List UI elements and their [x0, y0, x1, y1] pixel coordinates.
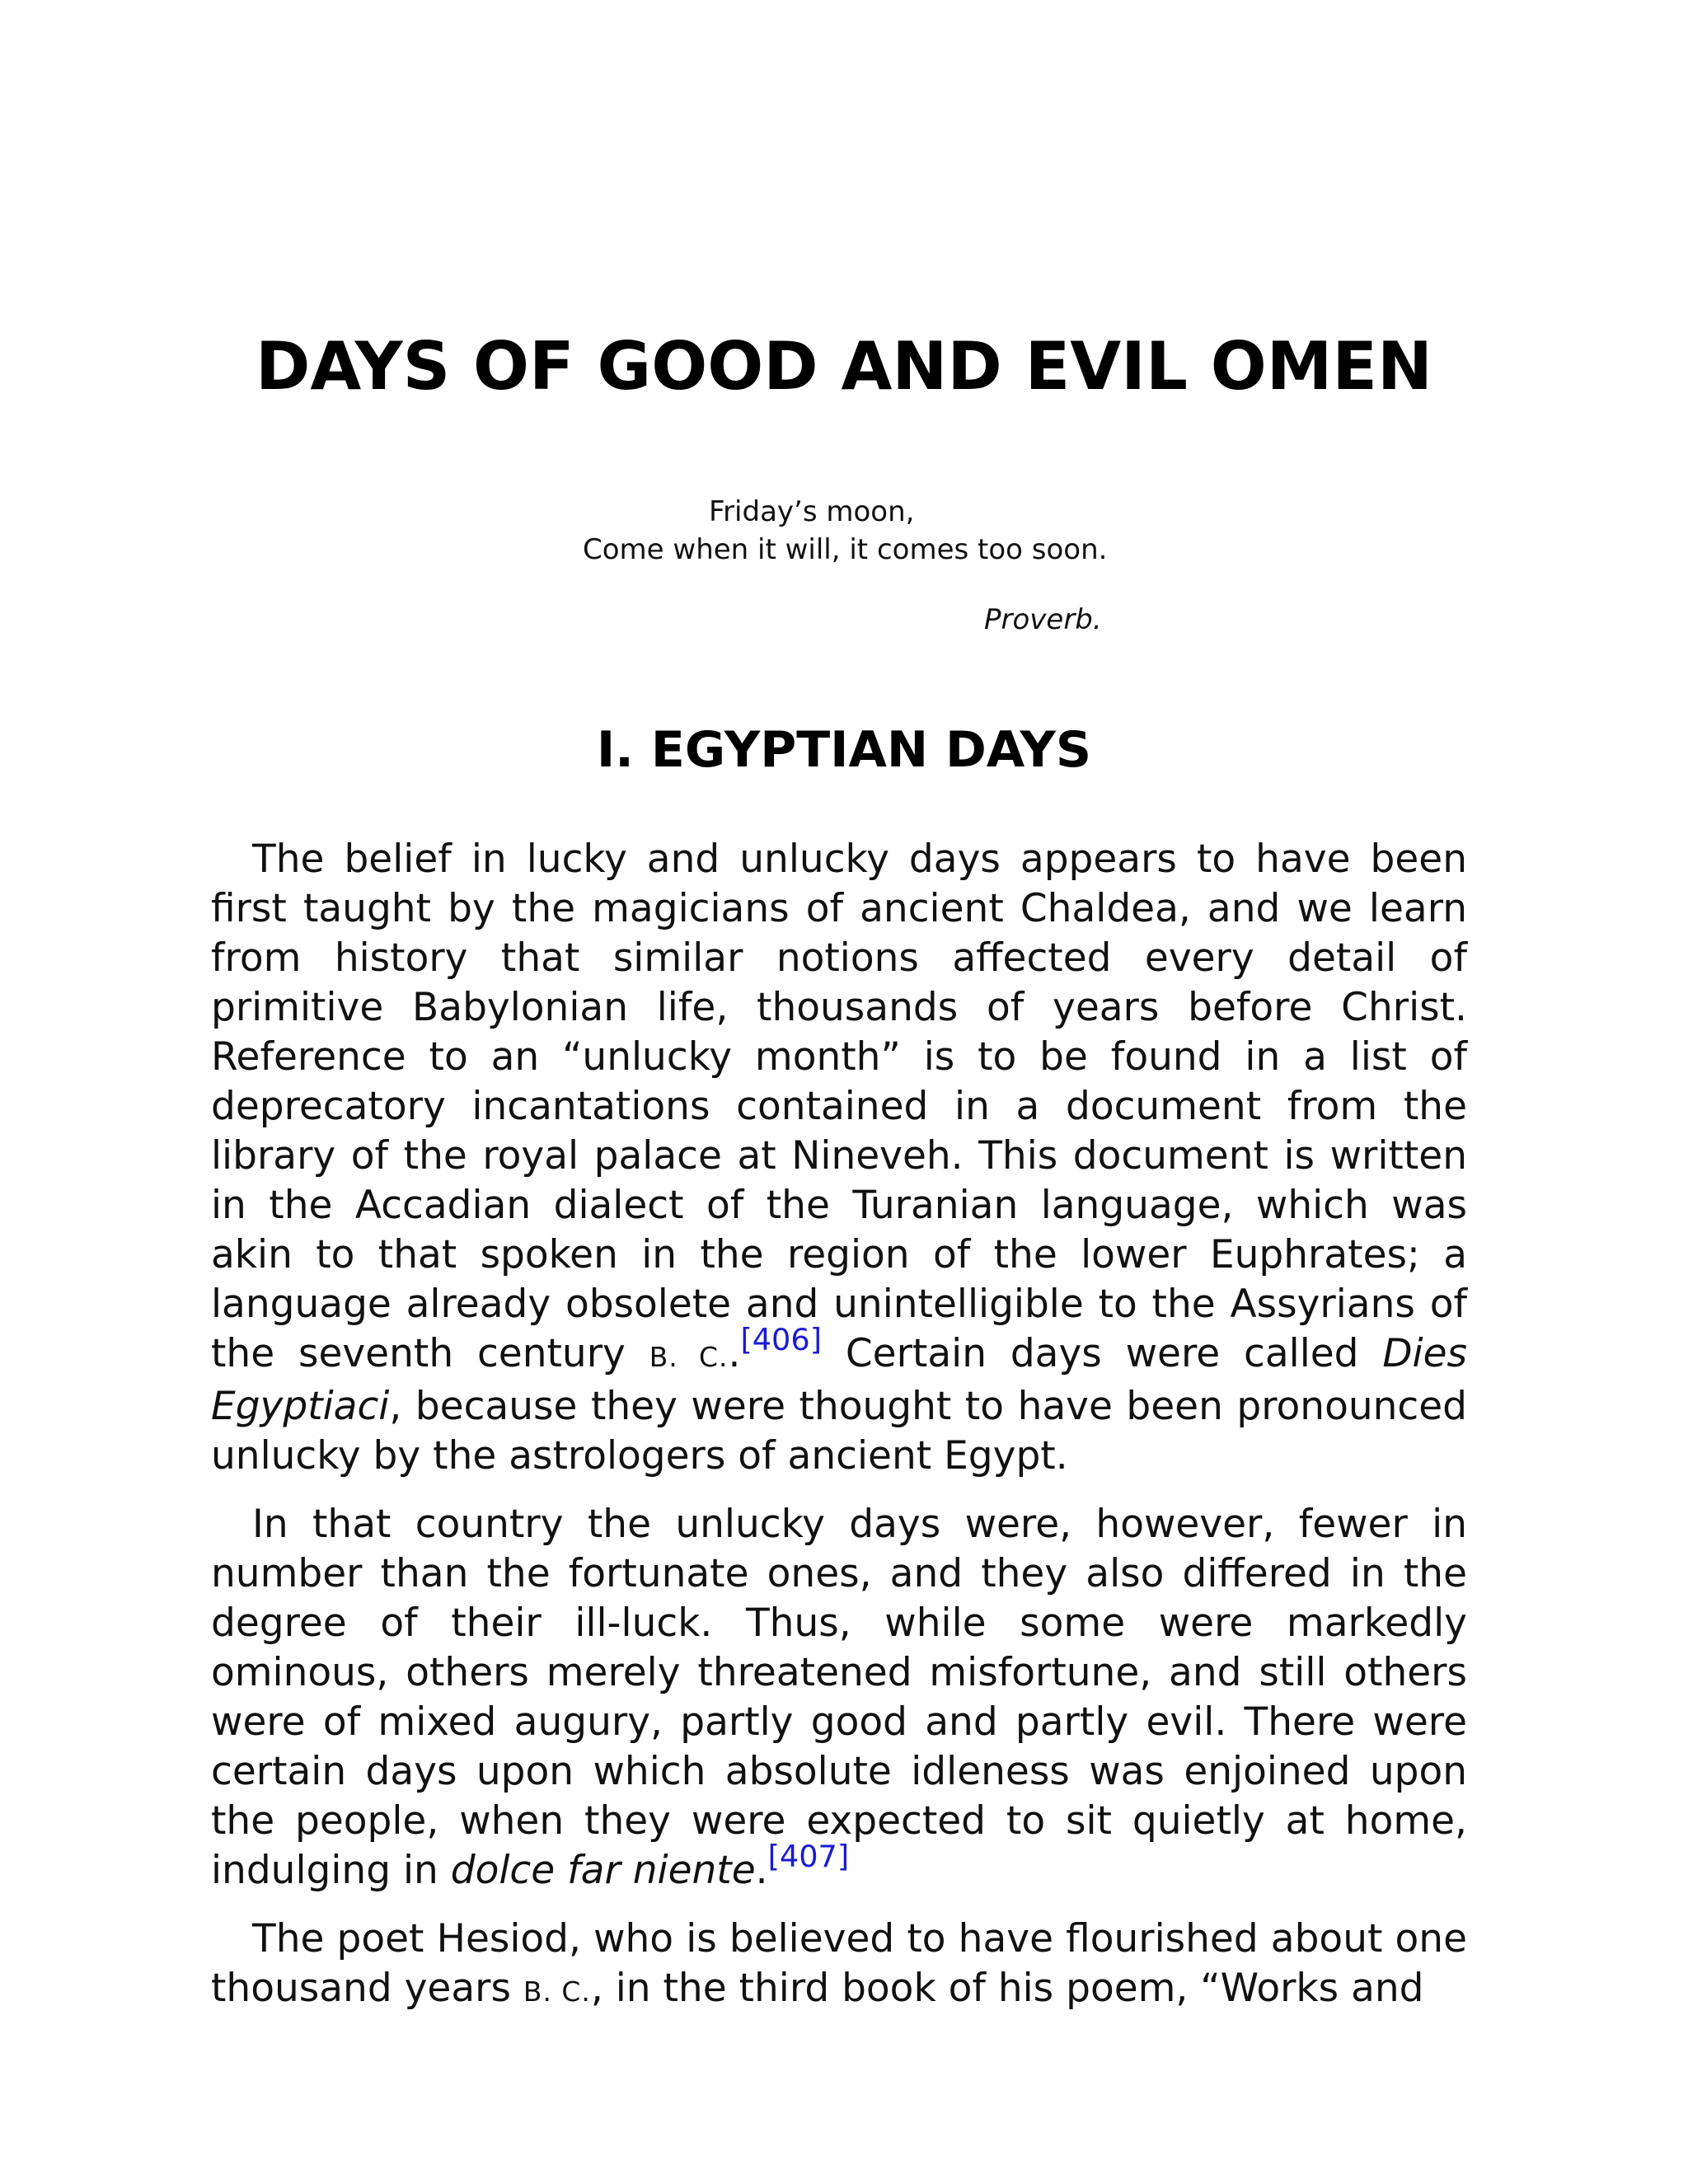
epigraph-line-1: Friday’s moon, [709, 495, 915, 528]
paragraph-3-text-a: The poet Hesiod, who is believed to have flourished about one thousand years [211, 1916, 1467, 2011]
paragraph-1-italic: Dies Egyptiaci [211, 1331, 1467, 1429]
epigraph-source: Proverb. [984, 603, 1102, 636]
paragraph-2-text-a: In that country the unlucky days were, however, fewer in number than the fortunate ones, and they also differed in the degree of their ill-luck. Thus, while some were markedly ominous, others merely threatened misfortune, and still others were of mixed augury, partly good and partly evil. There were certain days upon which absolute idleness was enjoined upon the people, when they were expected to sit quietly at home, indulging in [211, 1502, 1467, 1893]
paragraph-1-period: . [728, 1331, 741, 1376]
chapter-title: DAYS OF GOOD AND EVIL OMEN [255, 328, 1432, 405]
paragraph-1-text-c: , because they were thought to have been pronounced unlucky by the astrologers of ancient Egypt. [211, 1384, 1467, 1479]
paragraph-3 [211, 1915, 1467, 2017]
paragraph-2 [211, 1500, 1467, 1896]
paragraph-2-italic: dolce far niente [450, 1848, 756, 1893]
body-text [211, 835, 1467, 2017]
paragraph-2-period: . [755, 1848, 768, 1893]
footnote-link-407[interactable]: [407] [767, 1838, 850, 1874]
era-abbreviation: B. C. [649, 1341, 729, 1373]
paragraph-1-text-b: Certain days were called [822, 1331, 1383, 1376]
footnote-link-406[interactable]: [406] [740, 1321, 823, 1357]
paragraph-3-text-b: , in the third book of his poem, “Works and [590, 1966, 1424, 2011]
paragraph-1-text-a: The belief in lucky and unlucky days appears to have been first taught by the magicians of ancient Chaldea, and we learn from history that similar notions affected every detail of primitive Babylonian life, thousands of years before Christ. Reference to an “unlucky month” is to be found in a list of deprecatory incantations contained in a document from the library of the royal palace at Nineveh. This document is written in the Accadian dialect of the Turanian language, which was akin to that spoken in the region of the lower Euphrates; a language already obsolete and unintelligible to the Assyrians of the seventh century [211, 837, 1467, 1376]
section-title: I. EGYPTIAN DAYS [596, 721, 1092, 779]
era-abbreviation: B. C. [523, 1975, 591, 2008]
epigraph-line-2: Come when it will, it comes too soon. [583, 533, 1108, 566]
paragraph-1 [211, 835, 1467, 1481]
